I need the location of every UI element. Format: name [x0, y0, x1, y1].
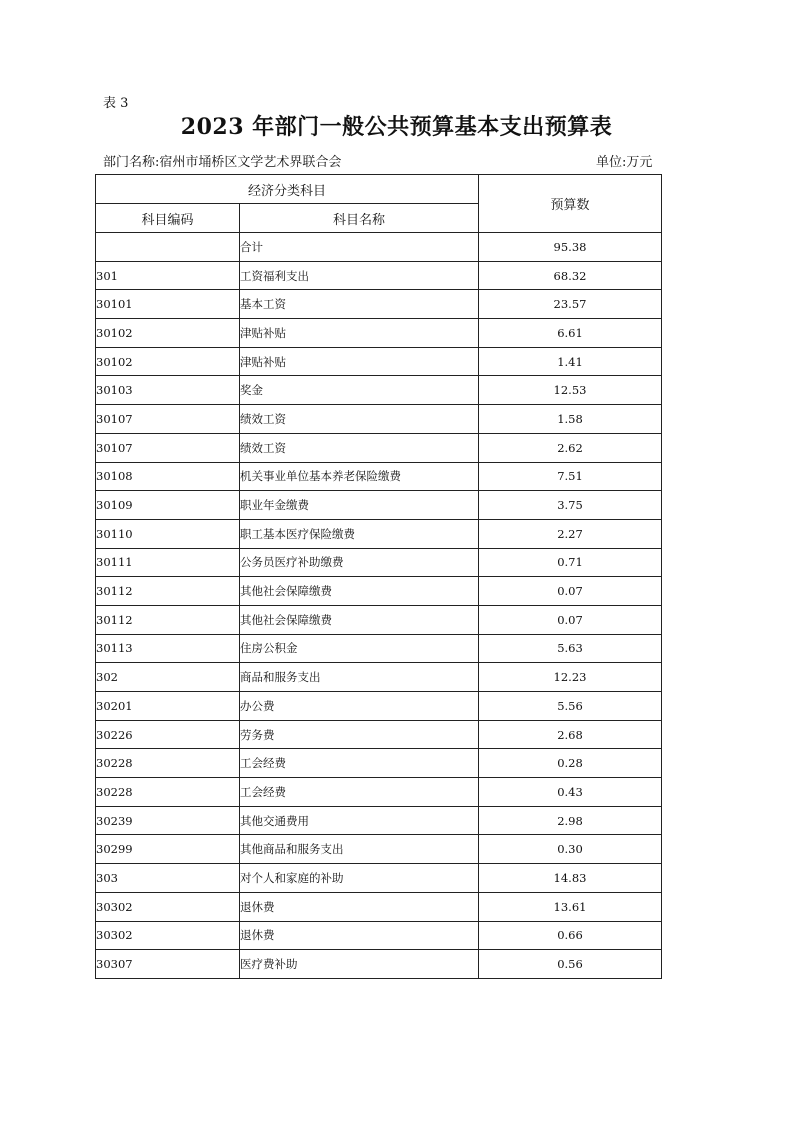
row-name: 绩效工资 — [240, 405, 479, 434]
table-row — [96, 548, 662, 577]
row-code — [96, 233, 240, 262]
row-name: 退休费 — [240, 892, 479, 921]
table-row — [96, 233, 662, 262]
economic-classification-header: 经济分类科目 — [96, 175, 479, 204]
row-code: 30239 — [96, 806, 240, 835]
row-amount: 12.53 — [479, 376, 662, 405]
row-name: 其他社会保障缴费 — [240, 605, 479, 634]
row-name: 工资福利支出 — [240, 261, 479, 290]
row-name: 津贴补贴 — [240, 319, 479, 348]
row-amount: 95.38 — [479, 233, 662, 262]
row-amount: 5.63 — [479, 634, 662, 663]
row-amount: 0.30 — [479, 835, 662, 864]
table-row — [96, 261, 662, 290]
row-name: 工会经费 — [240, 778, 479, 807]
row-amount: 7.51 — [479, 462, 662, 491]
row-name: 公务员医疗补助缴费 — [240, 548, 479, 577]
code-header: 科目编码 — [96, 204, 240, 233]
table-row — [96, 720, 662, 749]
row-name: 住房公积金 — [240, 634, 479, 663]
row-amount: 6.61 — [479, 319, 662, 348]
row-code: 30108 — [96, 462, 240, 491]
row-name: 医疗费补助 — [240, 950, 479, 979]
row-name: 退休费 — [240, 921, 479, 950]
row-code: 30228 — [96, 778, 240, 807]
department-name: 部门名称:宿州市埇桥区文学艺术界联合会 — [103, 155, 342, 170]
table-row — [96, 577, 662, 606]
row-name: 职工基本医疗保险缴费 — [240, 519, 479, 548]
row-amount: 1.58 — [479, 405, 662, 434]
table-row — [96, 290, 662, 319]
row-name: 对个人和家庭的补助 — [240, 864, 479, 893]
row-code: 30102 — [96, 319, 240, 348]
row-code: 30302 — [96, 892, 240, 921]
row-amount: 1.41 — [479, 347, 662, 376]
row-code: 30107 — [96, 433, 240, 462]
row-amount: 0.07 — [479, 605, 662, 634]
row-name: 工会经费 — [240, 749, 479, 778]
row-code: 30111 — [96, 548, 240, 577]
row-name: 商品和服务支出 — [240, 663, 479, 692]
table-row — [96, 749, 662, 778]
table-row — [96, 462, 662, 491]
row-name: 职业年金缴费 — [240, 491, 479, 520]
table-row — [96, 892, 662, 921]
row-amount: 14.83 — [479, 864, 662, 893]
table-row — [96, 950, 662, 979]
table-row — [96, 835, 662, 864]
table-row — [96, 778, 662, 807]
row-code: 30226 — [96, 720, 240, 749]
page-title: 2023 年部门一般公共预算基本支出预算表 — [180, 114, 613, 140]
table-row — [96, 405, 662, 434]
table-row — [96, 921, 662, 950]
row-amount: 12.23 — [479, 663, 662, 692]
table-row — [96, 433, 662, 462]
row-amount: 2.62 — [479, 433, 662, 462]
table-row — [96, 864, 662, 893]
row-amount: 13.61 — [479, 892, 662, 921]
row-code: 30107 — [96, 405, 240, 434]
row-amount: 0.43 — [479, 778, 662, 807]
row-code: 30302 — [96, 921, 240, 950]
row-amount: 0.66 — [479, 921, 662, 950]
row-code: 30113 — [96, 634, 240, 663]
table-row — [96, 319, 662, 348]
row-name: 办公费 — [240, 692, 479, 721]
row-amount: 0.71 — [479, 548, 662, 577]
row-amount: 2.98 — [479, 806, 662, 835]
row-name: 基本工资 — [240, 290, 479, 319]
row-code: 30112 — [96, 577, 240, 606]
row-name: 劳务费 — [240, 720, 479, 749]
row-name: 绩效工资 — [240, 433, 479, 462]
row-name: 合计 — [240, 233, 479, 262]
table-row — [96, 347, 662, 376]
row-amount: 68.32 — [479, 261, 662, 290]
amount-header: 预算数 — [479, 175, 662, 233]
table-row — [96, 376, 662, 405]
table-row — [96, 519, 662, 548]
row-name: 津贴补贴 — [240, 347, 479, 376]
row-code: 30112 — [96, 605, 240, 634]
row-name: 其他社会保障缴费 — [240, 577, 479, 606]
table-row — [96, 605, 662, 634]
row-name: 其他交通费用 — [240, 806, 479, 835]
row-code: 303 — [96, 864, 240, 893]
name-header: 科目名称 — [240, 204, 479, 233]
table-row — [96, 634, 662, 663]
row-amount: 0.28 — [479, 749, 662, 778]
row-name: 机关事业单位基本养老保险缴费 — [240, 462, 479, 491]
row-code: 30101 — [96, 290, 240, 319]
table-body — [96, 233, 662, 979]
row-amount: 0.07 — [479, 577, 662, 606]
row-name: 奖金 — [240, 376, 479, 405]
table-number: 表 3 — [103, 96, 129, 111]
row-amount: 5.56 — [479, 692, 662, 721]
row-code: 30307 — [96, 950, 240, 979]
row-amount: 23.57 — [479, 290, 662, 319]
unit-label: 单位:万元 — [596, 155, 653, 170]
row-code: 30201 — [96, 692, 240, 721]
table-row — [96, 491, 662, 520]
row-amount: 0.56 — [479, 950, 662, 979]
row-code: 30102 — [96, 347, 240, 376]
budget-table — [95, 174, 662, 979]
table-row — [96, 663, 662, 692]
row-code: 30110 — [96, 519, 240, 548]
row-name: 其他商品和服务支出 — [240, 835, 479, 864]
row-code: 30299 — [96, 835, 240, 864]
row-amount: 3.75 — [479, 491, 662, 520]
row-amount: 2.27 — [479, 519, 662, 548]
row-code: 30109 — [96, 491, 240, 520]
row-code: 30103 — [96, 376, 240, 405]
row-code: 302 — [96, 663, 240, 692]
row-code: 301 — [96, 261, 240, 290]
table-row — [96, 806, 662, 835]
row-amount: 2.68 — [479, 720, 662, 749]
row-code: 30228 — [96, 749, 240, 778]
table-row — [96, 692, 662, 721]
